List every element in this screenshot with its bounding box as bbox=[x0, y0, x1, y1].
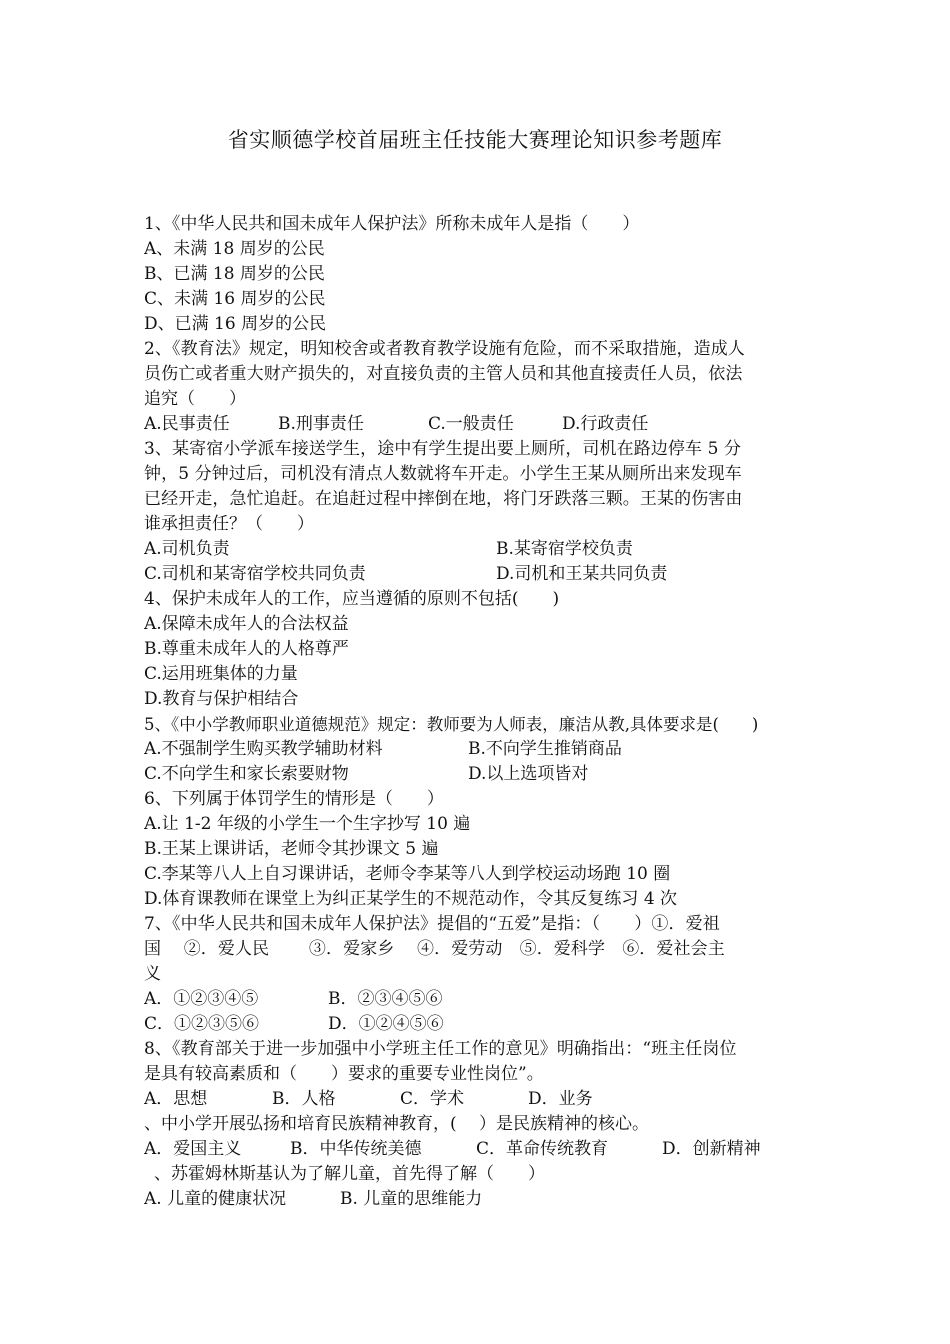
question-3-options-row-2 bbox=[144, 562, 812, 587]
question-9-options bbox=[144, 1137, 812, 1162]
question-7-option-d: D．①②④⑤⑥ bbox=[328, 1014, 444, 1034]
question-7-options-row-1 bbox=[144, 987, 812, 1012]
question-3-stem-line-3: 已经开走，急忙追赶。在追赶过程中摔倒在地，将门牙跌落三颗。王某的伤害由 bbox=[144, 489, 743, 509]
question-5-option-b: B.不向学生推销商品 bbox=[468, 739, 622, 759]
question-list bbox=[144, 212, 812, 1212]
question-5-stem: 5、《中小学教师职业道德规范》规定：教师要为人师表，廉洁从教,具体要求是( ) bbox=[144, 715, 759, 734]
question-4-stem: 4、保护未成年人的工作，应当遵循的原则不包括( ) bbox=[144, 589, 560, 609]
question-4-option-a: A.保障未成年人的合法权益 bbox=[144, 614, 349, 634]
question-3-option-d: D.司机和王某共同负责 bbox=[496, 564, 668, 584]
question-2-option-c: C.一般责任 bbox=[428, 414, 514, 434]
question-6-stem: 6、下列属于体罚学生的情形是（ ） bbox=[144, 789, 444, 809]
question-4-option-c: C.运用班集体的力量 bbox=[144, 664, 298, 684]
question-9-option-d: D．创新精神 bbox=[662, 1139, 761, 1159]
question-9-option-a: A．爱国主义 bbox=[144, 1139, 242, 1159]
question-1-option-b: B、已满 18 周岁的公民 bbox=[144, 264, 325, 284]
question-7-options-row-2 bbox=[144, 1012, 812, 1037]
question-2-stem-line-2: 员伤亡或者重大财产损失的，对直接负责的主管人员和其他直接责任人员，依法 bbox=[144, 364, 743, 384]
question-8-option-c: C．学术 bbox=[400, 1089, 465, 1109]
question-8-stem-line-2: 是具有较高素质和（ ）要求的重要专业性岗位”。 bbox=[144, 1064, 544, 1084]
question-2-stem-line-1: 2、《教育法》规定，明知校舍或者教育教学设施有危险，而不采取措施，造成人 bbox=[144, 339, 745, 359]
question-3-option-c: C.司机和某寄宿学校共同负责 bbox=[144, 564, 366, 584]
question-9-stem: 、中小学开展弘扬和培育民族精神教育，( ）是民族精神的核心。 bbox=[144, 1114, 650, 1134]
question-1-option-a: A、未满 18 周岁的公民 bbox=[144, 239, 325, 259]
question-3-stem-line-2: 钟，5 分钟过后，司机没有清点人数就将车开走。小学生王某从厕所出来发现车 bbox=[144, 464, 742, 484]
question-5-option-d: D.以上选项皆对 bbox=[468, 764, 589, 784]
question-7-option-c: C．①②③⑤⑥ bbox=[144, 1014, 260, 1034]
question-8-options bbox=[144, 1087, 812, 1112]
question-2-option-d: D.行政责任 bbox=[562, 414, 649, 434]
question-10-option-b: B. 儿童的思维能力 bbox=[340, 1189, 483, 1209]
question-4-option-d: D.教育与保护相结合 bbox=[144, 689, 299, 709]
question-4-option-b: B.尊重未成年人的人格尊严 bbox=[144, 639, 349, 659]
question-1-option-c: C、未满 16 周岁的公民 bbox=[144, 289, 326, 309]
question-8-option-d: D．业务 bbox=[528, 1089, 593, 1109]
question-5-options-row-1 bbox=[144, 737, 812, 762]
question-5-options-row-2 bbox=[144, 762, 812, 787]
question-7-stem-line-3: 义 bbox=[144, 964, 161, 984]
question-1-stem: 1、《中华人民共和国未成年人保护法》所称未成年人是指（ ） bbox=[144, 214, 640, 234]
question-7-stem-line-2: 国 ②．爱人民 ③．爱家乡 ④．爱劳动 ⑤．爱科学 ⑥．爱社会主 bbox=[144, 939, 725, 959]
question-5-option-a: A.不强制学生购买教学辅助材料 bbox=[144, 739, 383, 759]
question-8-option-b: B．人格 bbox=[272, 1089, 336, 1109]
question-6-option-b: B.王某上课讲话，老师令其抄课文 5 遍 bbox=[144, 839, 439, 859]
question-9-option-c: C．革命传统教育 bbox=[476, 1139, 609, 1159]
question-7-option-b: B．②③④⑤⑥ bbox=[328, 989, 443, 1009]
question-3-stem-line-1: 3、某寄宿小学派车接送学生，途中有学生提出要上厕所，司机在路边停车 5 分 bbox=[144, 439, 742, 459]
question-7-option-a: A．①②③④⑤ bbox=[144, 989, 259, 1009]
question-10-stem: 、苏霍姆林斯基认为了解儿童，首先得了解（ ） bbox=[154, 1164, 545, 1184]
question-2-options bbox=[144, 412, 812, 437]
question-6-option-c: C.李某等八人上自习课讲话，老师令李某等八人到学校运动场跑 10 圈 bbox=[144, 864, 671, 884]
question-3-stem-line-4: 谁承担责任？（ ） bbox=[144, 514, 314, 534]
question-2-stem-line-3: 追究（ ） bbox=[144, 389, 246, 409]
question-3-option-a: A.司机负责 bbox=[144, 539, 230, 559]
question-2-option-b: B.刑事责任 bbox=[278, 414, 364, 434]
question-1-option-d: D、已满 16 周岁的公民 bbox=[144, 314, 327, 334]
question-6-option-d: D.体育课教师在课堂上为纠正某学生的不规范动作，令其反复练习 4 次 bbox=[144, 889, 678, 909]
question-5-option-c: C.不向学生和家长索要财物 bbox=[144, 764, 349, 784]
question-10-option-a: A. 儿童的健康状况 bbox=[144, 1189, 287, 1209]
question-8-option-a: A．思想 bbox=[144, 1089, 208, 1109]
question-7-stem-line-1: 7、《中华人民共和国未成年人保护法》提倡的“五爱”是指：（ ）①．爱祖 bbox=[144, 914, 720, 934]
question-3-options-row-1 bbox=[144, 537, 812, 562]
question-9-option-b: B．中华传统美德 bbox=[290, 1139, 422, 1159]
question-8-stem-line-1: 8、《教育部关于进一步加强中小学班主任工作的意见》明确指出：“班主任岗位 bbox=[144, 1039, 737, 1059]
document-title: 省实顺德学校首届班主任技能大赛理论知识参考题库 bbox=[227, 128, 723, 152]
question-6-option-a: A.让 1-2 年级的小学生一个生字抄写 10 遍 bbox=[144, 814, 471, 834]
question-2-option-a: A.民事责任 bbox=[144, 414, 230, 434]
question-3-option-b: B.某寄宿学校负责 bbox=[496, 539, 633, 559]
question-10-options bbox=[144, 1187, 812, 1212]
